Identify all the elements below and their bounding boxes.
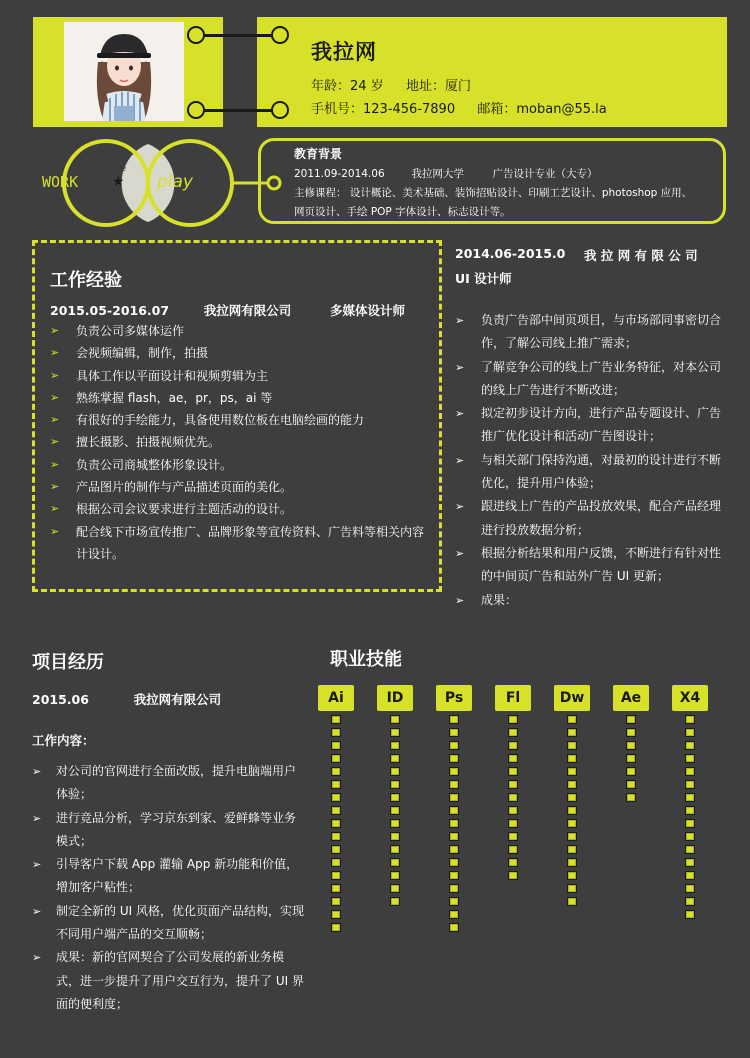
skill-level-segment [390, 845, 400, 854]
list-item: ➢ 负责广告部中间页项目，与市场部同事密切合作，了解公司线上推广需求； [455, 309, 727, 356]
skill-level-segment [685, 741, 695, 750]
skill-level-segment [390, 871, 400, 880]
list-item: ➢ 负责公司多媒体运作 [50, 320, 430, 342]
skill-level-segment [449, 845, 459, 854]
skill-level-bar [390, 715, 413, 906]
skill-level-segment [508, 715, 518, 724]
skill-fl [495, 685, 531, 884]
experience2-company: 我 拉 网 有 限 公 司 [584, 248, 698, 263]
connector-ring-icon [271, 101, 289, 119]
skill-level-segment [390, 780, 400, 789]
projects-title: 项目经历 [32, 652, 104, 673]
projects-company: 我拉网有限公司 [133, 692, 222, 707]
skill-level-segment [508, 819, 518, 828]
skill-level-segment [331, 806, 341, 815]
skill-id [377, 685, 413, 910]
skill-level-segment [390, 832, 400, 841]
skill-level-segment [331, 858, 341, 867]
connector-ring-icon [271, 26, 289, 44]
skill-level-segment [685, 806, 695, 815]
skill-level-segment [567, 845, 577, 854]
list-item: ➢ 与相关部门保持沟通，对最初的设计进行不断优化，提升用户体验； [455, 449, 727, 496]
skill-level-segment [331, 793, 341, 802]
avatar [64, 22, 184, 121]
experience-role: 多媒体设计师 [330, 303, 406, 318]
list-item: ➢ 擅长摄影、拍摄视频优先。 [50, 431, 430, 453]
skill-level-segment [685, 832, 695, 841]
list-item: ➢ 引导客户下载 App 灌输 App 新功能和价值，增加客户粘性； [32, 853, 304, 900]
skill-level-segment [685, 845, 695, 854]
experience-period: 2015.05-2016.07 [50, 303, 170, 318]
skill-level-segment [567, 793, 577, 802]
skill-level-bar [626, 715, 649, 802]
skill-level-segment [685, 715, 695, 724]
experience-list [50, 320, 430, 565]
skill-level-segment [685, 871, 695, 880]
skill-ae [613, 685, 649, 806]
skill-level-segment [449, 728, 459, 737]
skill-badge: Dw [554, 685, 590, 711]
experience-head [50, 301, 405, 319]
list-item: ➢ 对公司的官网进行全面改版，提升电脑端用户体验； [32, 760, 304, 807]
education-major: 广告设计专业（大专） [492, 168, 598, 180]
skill-badge: ID [377, 685, 413, 711]
skill-level-segment [567, 741, 577, 750]
skill-level-segment [685, 884, 695, 893]
skill-level-segment [331, 845, 341, 854]
list-item: ➢ 了解竞争公司的线上广告业务特征，对本公司的线上广告进行不断改进； [455, 356, 727, 403]
skill-level-segment [626, 780, 636, 789]
skill-level-segment [508, 871, 518, 880]
list-item: ➢ 跟进线上广告的产品投放效果，配合产品经理进行投放数据分析； [455, 495, 727, 542]
projects-head [32, 690, 221, 708]
skill-level-segment [685, 897, 695, 906]
skill-level-segment [685, 754, 695, 763]
girl-portrait-illustration [64, 22, 184, 121]
skill-level-segment [567, 767, 577, 776]
skill-level-segment [685, 728, 695, 737]
list-item: ➢ 产品图片的制作与产品描述页面的美化。 [50, 476, 430, 498]
skill-level-segment [567, 728, 577, 737]
skill-level-segment [331, 741, 341, 750]
skill-level-segment [626, 715, 636, 724]
skill-level-segment [390, 897, 400, 906]
skill-level-segment [508, 728, 518, 737]
skill-level-segment [508, 780, 518, 789]
skill-level-segment [508, 845, 518, 854]
skill-level-bar [508, 715, 531, 880]
list-item: ➢ 进行竞品分析，学习京东到家、爱鲜蜂等业务模式； [32, 807, 304, 854]
skill-level-segment [331, 910, 341, 919]
age: 年龄：24 岁 [311, 79, 384, 94]
skill-level-segment [685, 858, 695, 867]
skills-chart [318, 685, 728, 975]
list-item: ➢ 会视频编辑，制作，拍摄 [50, 342, 430, 364]
skill-level-segment [567, 897, 577, 906]
address: 地址：厦门 [405, 79, 471, 94]
skill-badge: Fl [495, 685, 531, 711]
education-row [294, 166, 598, 181]
skill-level-segment [449, 897, 459, 906]
phone: 手机号：123-456-7890 [311, 102, 456, 117]
skill-level-segment [331, 819, 341, 828]
skill-level-segment [449, 767, 459, 776]
skill-level-segment [331, 923, 341, 932]
skill-level-segment [626, 767, 636, 776]
skill-level-segment [508, 858, 518, 867]
skill-badge: X4 [672, 685, 708, 711]
education-courses-1: 主修课程： 设计概论、美术基础、装饰招贴设计、印刷工艺设计、photoshop 应用、 [294, 187, 693, 199]
projects-list [32, 760, 304, 1016]
skill-level-segment [449, 793, 459, 802]
skill-level-segment [331, 832, 341, 841]
skill-level-segment [390, 858, 400, 867]
list-item: ➢ 有很好的手绘能力，具备使用数位板在电脑绘画的能力 [50, 409, 430, 431]
skill-level-segment [449, 780, 459, 789]
skill-level-segment [567, 871, 577, 880]
experience2-list [455, 309, 727, 612]
skill-level-segment [331, 780, 341, 789]
skill-level-segment [449, 819, 459, 828]
skill-level-segment [390, 715, 400, 724]
skill-level-segment [508, 741, 518, 750]
skill-level-segment [449, 884, 459, 893]
skills-title: 职业技能 [330, 649, 402, 670]
email: 邮箱：moban@55.la [477, 102, 607, 117]
skill-level-segment [331, 871, 341, 880]
skill-level-segment [449, 910, 459, 919]
skill-level-segment [626, 728, 636, 737]
skill-level-bar [567, 715, 590, 906]
skill-level-segment [567, 780, 577, 789]
list-item: ➢ 具体工作以平面设计和视频剪辑为主 [50, 365, 430, 387]
skill-level-segment [626, 741, 636, 750]
skill-level-segment [449, 871, 459, 880]
skill-level-segment [626, 754, 636, 763]
candidate-name: 我拉网 [311, 40, 377, 64]
skill-level-segment [508, 767, 518, 776]
skill-level-segment [331, 754, 341, 763]
skill-level-bar [331, 715, 354, 932]
personal-info-line-2 [311, 98, 607, 117]
personal-info-line-1 [311, 75, 471, 94]
skill-level-segment [449, 715, 459, 724]
skill-level-bar [685, 715, 708, 919]
skill-level-segment [331, 767, 341, 776]
experience-title: 工作经验 [50, 270, 122, 291]
skill-badge: Ae [613, 685, 649, 711]
skill-badge: Ps [436, 685, 472, 711]
skill-level-segment [449, 923, 459, 932]
work-label: WORK [42, 173, 79, 191]
skill-level-segment [449, 832, 459, 841]
list-item: ➢ 负责公司商城整体形象设计。 [50, 454, 430, 476]
skill-level-segment [567, 819, 577, 828]
skill-level-segment [567, 715, 577, 724]
experience-company: 我拉网有限公司 [203, 303, 292, 318]
list-item: ➢ 熟练掌握 flash，ae，pr，ps，ai 等 [50, 387, 430, 409]
list-item: ➢ 制定全新的 UI 风格，优化页面产品结构，实现不同用户端产品的交互顺畅； [32, 900, 304, 947]
skill-level-segment [390, 884, 400, 893]
experience2-role: UI 设计师 [455, 271, 512, 286]
connector-ring-icon [187, 101, 205, 119]
skill-level-segment [508, 806, 518, 815]
list-item: ➢ 成果：新的官网契合了公司发展的新业务模式，进一步提升了用户交互行为，提升了 UI 界面的便利度； [32, 946, 304, 1016]
skill-level-segment [390, 754, 400, 763]
skill-level-segment [390, 741, 400, 750]
skill-level-segment [331, 728, 341, 737]
skill-level-segment [508, 832, 518, 841]
skill-level-segment [331, 897, 341, 906]
skill-level-segment [508, 793, 518, 802]
skill-level-segment [567, 884, 577, 893]
projects-content-label: 工作内容： [32, 733, 95, 748]
skill-level-segment [567, 754, 577, 763]
skill-level-segment [567, 858, 577, 867]
education-period: 2011.09-2014.06 [294, 168, 385, 180]
skill-level-bar [449, 715, 472, 932]
skill-level-segment [390, 767, 400, 776]
education-title: 教育背景 [294, 147, 343, 161]
star-icon: ★ [112, 174, 125, 190]
skill-level-segment [449, 741, 459, 750]
connector-ring-icon [187, 26, 205, 44]
skill-level-segment [449, 806, 459, 815]
skill-dw [554, 685, 590, 910]
skill-level-segment [390, 793, 400, 802]
skill-x4 [672, 685, 708, 923]
skill-level-segment [567, 806, 577, 815]
experience2-period: 2014.06-2015.0 [455, 246, 566, 261]
skill-level-segment [390, 806, 400, 815]
skill-level-segment [331, 884, 341, 893]
skill-level-segment [449, 858, 459, 867]
skill-level-segment [685, 910, 695, 919]
list-item: ➢ 配合线下市场宣传推广、品牌形象等宣传资料、广告料等相关内容计设计。 [50, 521, 430, 566]
skill-ai [318, 685, 354, 936]
skill-level-segment [390, 728, 400, 737]
skill-level-segment [626, 793, 636, 802]
skill-badge: Ai [318, 685, 354, 711]
me-label: me [112, 164, 127, 174]
skill-level-segment [390, 819, 400, 828]
list-item: ➢ 成果： [455, 589, 727, 612]
skill-level-segment [685, 793, 695, 802]
skill-level-segment [449, 754, 459, 763]
skill-level-segment [331, 715, 341, 724]
list-item: ➢ 根据分析结果和用户反馈，不断进行有针对性的中间页广告和站外广告 UI 更新； [455, 542, 727, 589]
skill-ps [436, 685, 472, 936]
skill-level-segment [685, 767, 695, 776]
skill-level-segment [508, 754, 518, 763]
play-label: play [157, 172, 193, 192]
skill-level-segment [567, 832, 577, 841]
education-school: 我拉网大学 [411, 168, 464, 180]
projects-period: 2015.06 [32, 692, 89, 707]
list-item: ➢ 根据公司会议要求进行主题活动的设计。 [50, 498, 430, 520]
education-courses-2: 网页设计、手绘 POP 字体设计、标志设计等。 [294, 206, 511, 218]
skill-level-segment [685, 780, 695, 789]
list-item: ➢ 拟定初步设计方向，进行产品专题设计、广告推广优化设计和活动广告图设计； [455, 402, 727, 449]
skill-level-segment [685, 819, 695, 828]
